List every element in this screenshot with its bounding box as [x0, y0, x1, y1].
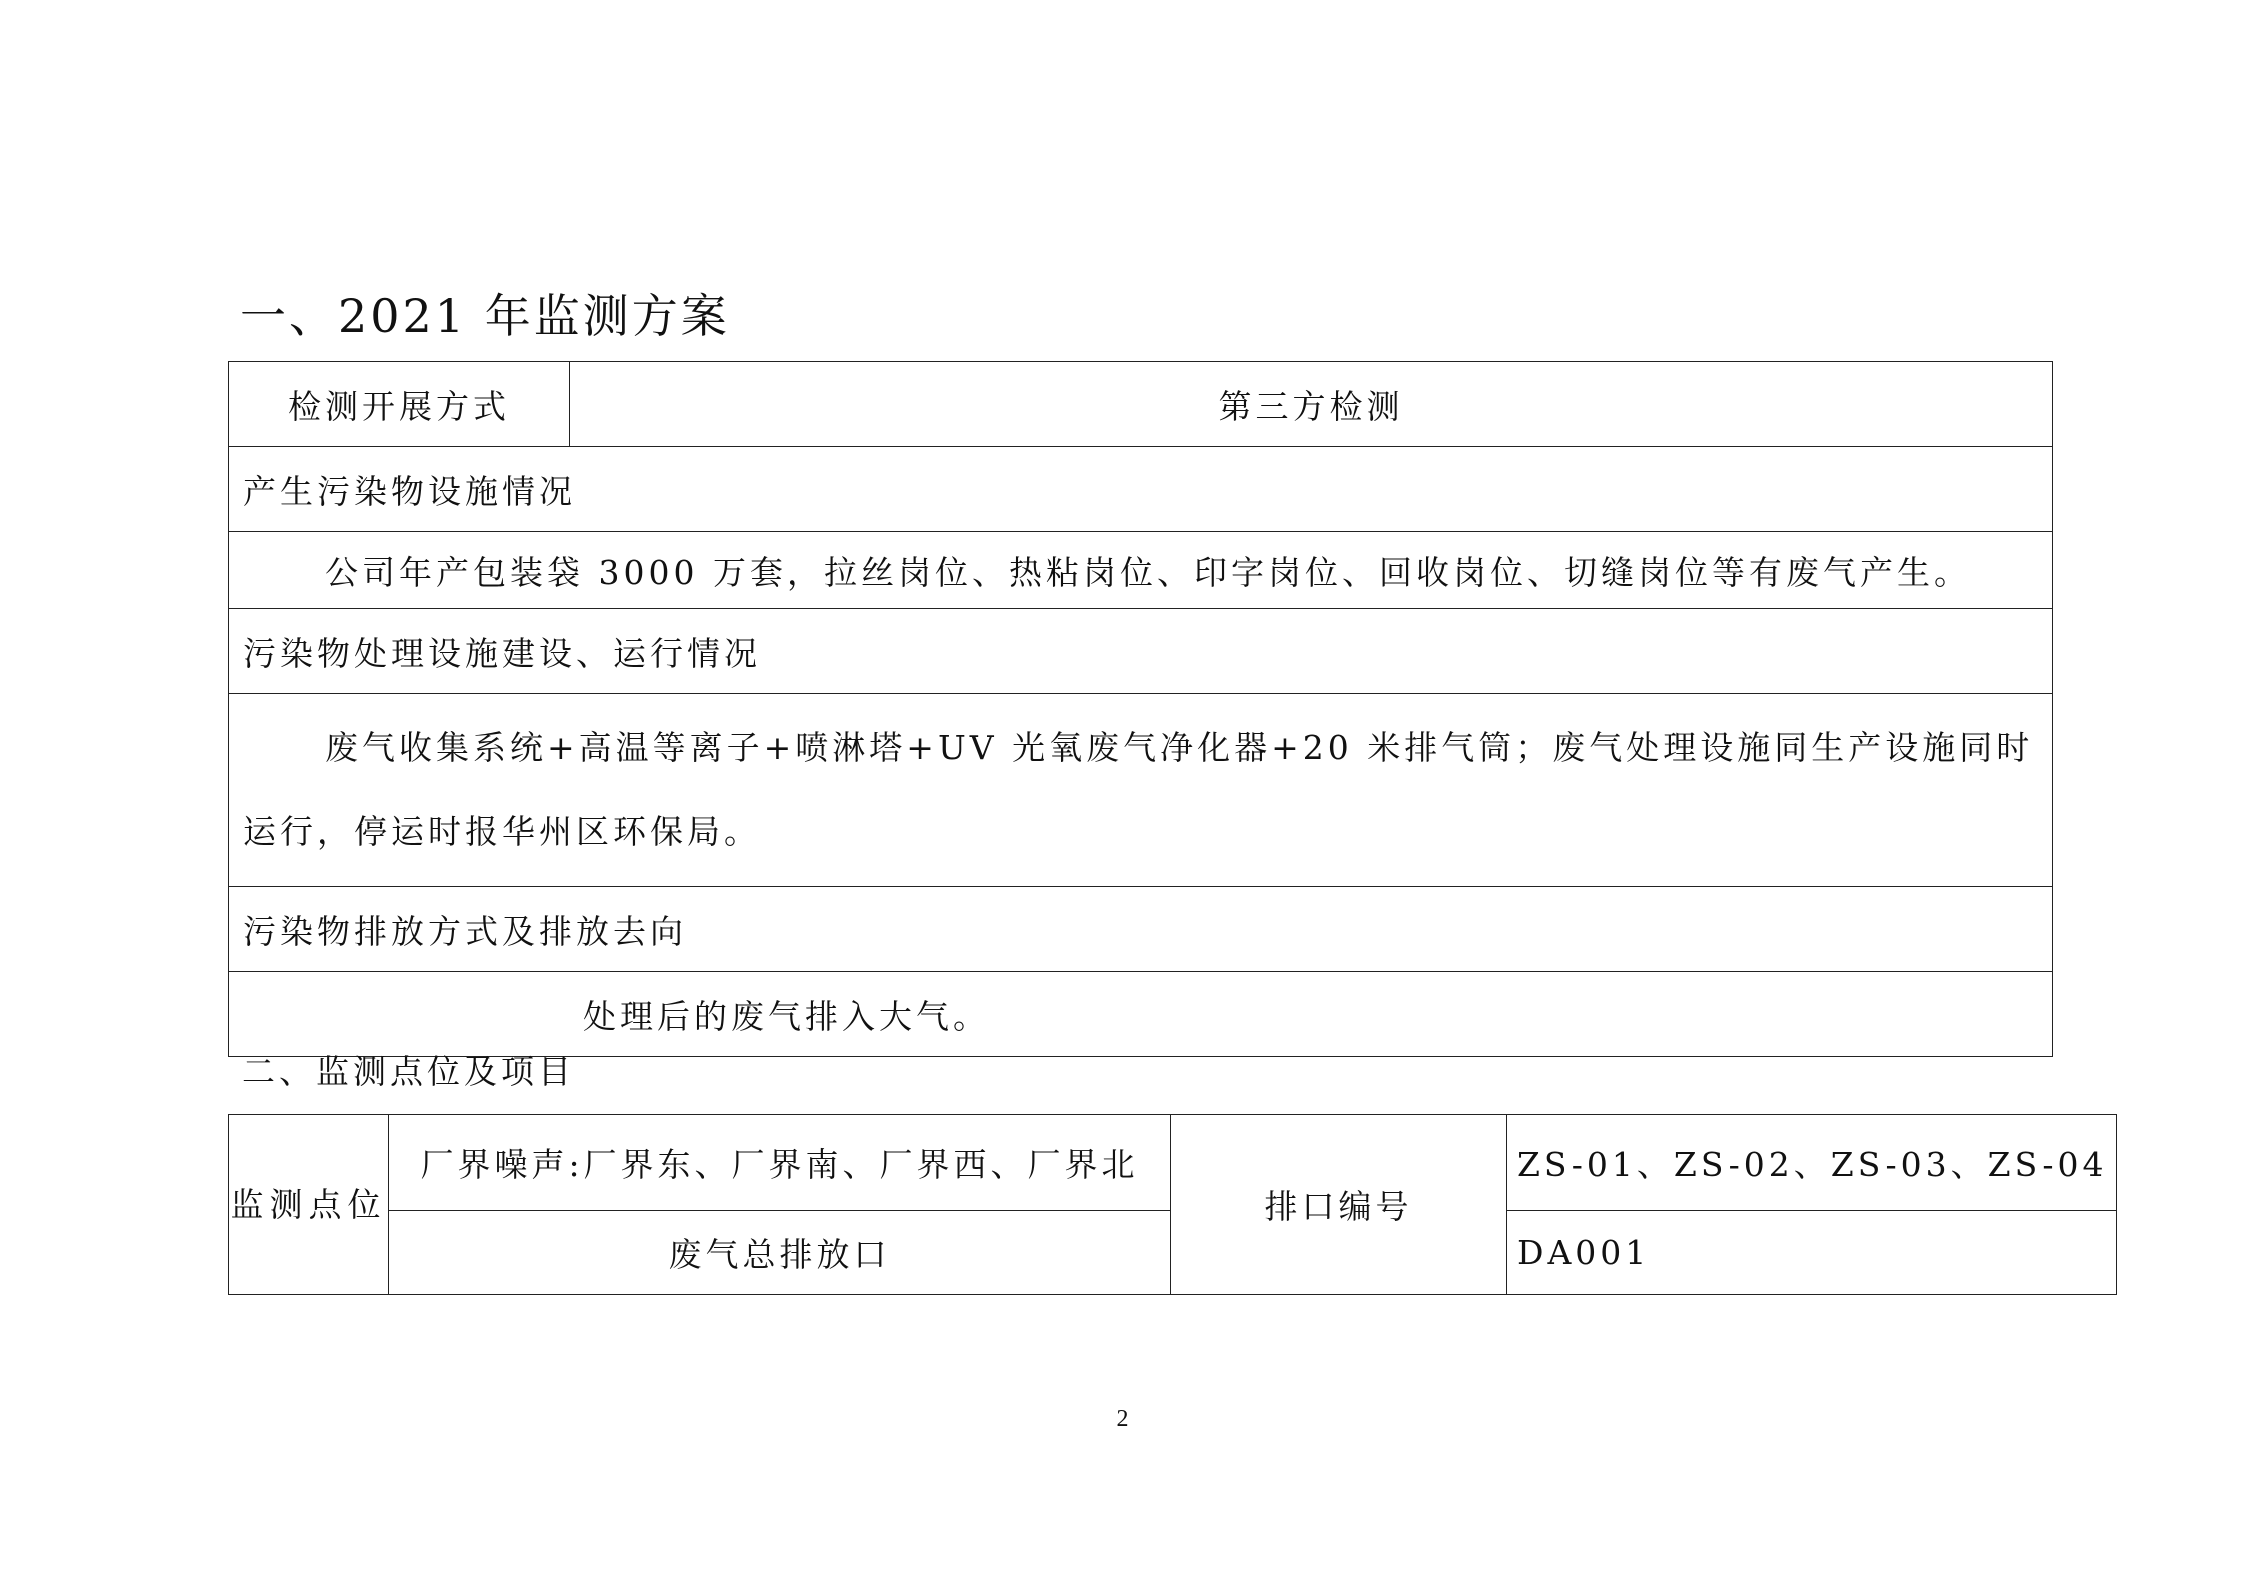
table-row [229, 972, 2053, 1057]
outlet-code-noise: ZS-01、ZS-02、ZS-03、ZS-04 [1507, 1115, 2117, 1211]
method-value: 第三方检测 [570, 362, 2053, 447]
section-2-heading: 二、监测点位及项目 [242, 1052, 575, 1091]
table-row [229, 887, 2053, 972]
treatment-header: 污染物处理设施建设、运行情况 [229, 609, 2053, 694]
table-row [229, 447, 2053, 532]
treatment-text: 废气收集系统+高温等离子+喷淋塔+UV 光氧废气净化器+20 米排气筒；废气处理设施同生产设施同时运行，停运时报华州区环保局。 [229, 694, 2053, 887]
table-row [229, 1115, 2117, 1211]
point-noise: 厂界噪声:厂界东、厂界南、厂界西、厂界北 [389, 1115, 1171, 1211]
table-row [229, 609, 2053, 694]
table-row [229, 362, 2053, 447]
monitoring-point-label: 监测点位 [229, 1115, 389, 1295]
facility-text: 公司年产包装袋 3000 万套，拉丝岗位、热粘岗位、印字岗位、回收岗位、切缝岗位等有废气产生。 [229, 532, 2053, 609]
outlet-code-exhaust: DA001 [1507, 1211, 2117, 1295]
point-exhaust: 废气总排放口 [389, 1211, 1171, 1295]
monitoring-plan-table [228, 361, 2053, 1057]
method-label: 检测开展方式 [229, 362, 570, 447]
table-row [229, 532, 2053, 609]
table-row [229, 694, 2053, 887]
discharge-text: 处理后的废气排入大气。 [229, 972, 2053, 1057]
section-1-heading: 一、2021 年监测方案 [240, 289, 730, 343]
discharge-header: 污染物排放方式及排放去向 [229, 887, 2053, 972]
outlet-label: 排口编号 [1171, 1115, 1507, 1295]
facility-header: 产生污染物设施情况 [229, 447, 2053, 532]
page-number: 2 [1116, 1406, 1129, 1432]
monitoring-points-table [228, 1114, 2117, 1295]
